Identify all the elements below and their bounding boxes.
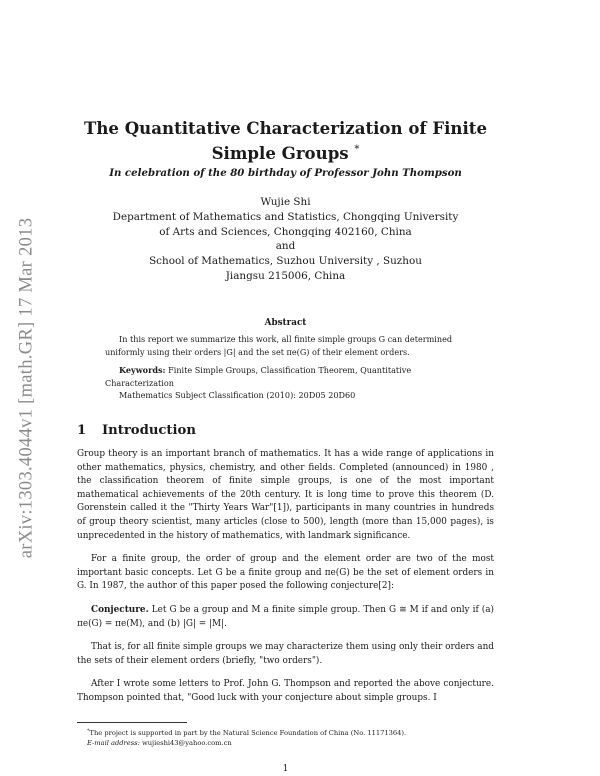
footnote [87, 726, 487, 748]
author-block [77, 195, 494, 284]
affiliation-line: Department of Mathematics and Statistics, Chongqing University [112, 210, 459, 223]
conjecture [77, 604, 494, 631]
arxiv-identifier: arXiv:1303.4044v1 [math.GR] 17 Mar 2013 [16, 217, 37, 559]
paragraph: After I wrote some letters to Prof. John G. Thompson and reported the above conjecture. Thompson pointed that, "Good luck with your conjecture about simple groups. I [77, 679, 494, 703]
footnote-funding: *The project is supported in part by the Natural Science Foundation of China (No. 11171364). [87, 728, 407, 737]
conjecture-label: Conjecture. [91, 604, 149, 615]
title-footnote-mark: * [354, 144, 360, 155]
dedication: In celebration of the 80 birthday of Professor John Thompson [109, 167, 462, 179]
footnote-mark: * [87, 728, 90, 734]
email-label: E-mail address: [87, 739, 140, 747]
paragraph: Group theory is an important branch of mathematics. It has a wide range of applications in other mathematics, physics, chemistry, and other fields. Completed (announced) in 1980 , the classification theorem of finite simple groups, is one of the most important mathematical achievements of the 20th century. It is long time to prove this theorem (D. Gorenstein called it the "Thirty Years War"[1]), participants in many countries in hundreds of group theory scientist, many articles (close to 500), length (more than 15,000 pages), is unprecedented in the history of mathematics, with landmark significance. [77, 449, 494, 541]
section-number: 1 [77, 423, 87, 438]
page-number: 1 [282, 764, 289, 774]
paper-title [77, 118, 494, 164]
affiliation-line: School of Mathematics, Suzhou University , Suzhou [149, 255, 422, 268]
title-line-2: Simple Groups * [211, 143, 360, 163]
affiliation-line: of Arts and Sciences, Chongqing 402160, China [159, 225, 412, 238]
paragraph: That is, for all finite simple groups we may characterize them using only their orders and the sets of their element orders (briefly, "two orders"). [77, 642, 494, 666]
email-address: wujieshi43@yahoo.com.cn [141, 739, 232, 747]
title-line-1: The Quantitative Characterization of Finite [83, 118, 487, 138]
body-text [77, 448, 494, 706]
keywords-text: Finite Simple Groups, Classification Theorem, Quantitative Characterization [105, 365, 412, 388]
affiliation-line: Jiangsu 215006, China [225, 269, 346, 282]
abstract-text: In this report we summarize this work, all finite simple groups G can determined uniformly using their orders |G| and the set πe(G) of their element orders. [105, 334, 453, 357]
conjecture-text: Let G be a group and M a finite simple group. Then G ≅ M if and only if (a) πe(G) = πe(M), and (b) |G| = |M|. [77, 604, 494, 629]
footnote-rule [77, 722, 187, 723]
msc-classification: Mathematics Subject Classification (2010): 20D05 20D60 [119, 390, 356, 401]
paragraph: For a finite group, the order of group and the element order are two of the most important basic concepts. Let G be a finite group and πe(G) be the set of element orders in G. In 1987, the author of this paper posed the following conjecture[2]: [77, 554, 494, 592]
section-heading [77, 423, 196, 438]
author-name: Wujie Shi [260, 196, 311, 208]
abstract-heading: Abstract [264, 318, 307, 328]
keywords [105, 364, 469, 389]
keywords-label: Keywords: [119, 365, 166, 376]
affiliation-and: and [275, 240, 296, 253]
section-title: Introduction [102, 423, 196, 438]
footnote-email [87, 738, 487, 748]
abstract-body [105, 333, 469, 402]
